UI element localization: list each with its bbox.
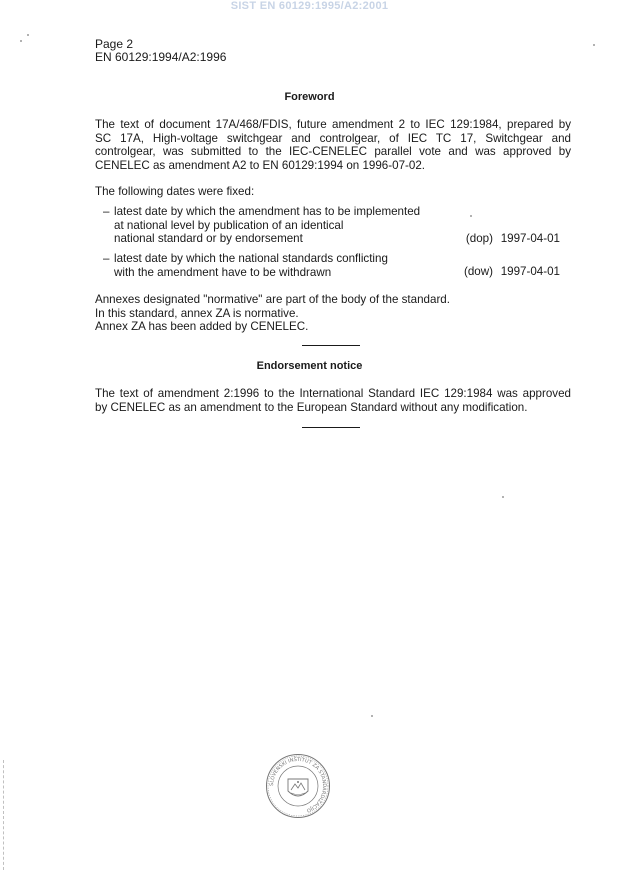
annex-paragraph (95, 293, 571, 334)
date-value: 1997-04-01 (500, 232, 560, 245)
text-line: with the amendment have to be withdrawn (114, 265, 332, 279)
date-code: (dop) (465, 232, 493, 245)
scan-speck (470, 215, 472, 217)
text-line: The text of amendment 2:1996 to the International Standard IEC 129:1984 was approved (95, 387, 571, 400)
foreword-heading: Foreword (284, 91, 335, 103)
list-dash: – (103, 252, 110, 265)
endorsement-paragraph (95, 387, 571, 414)
list-dash: – (103, 205, 110, 218)
date-code: (dow) (464, 265, 493, 278)
page-number: Page 2 (95, 37, 134, 51)
text-line: Annexes designated "normative" are part of the body of the standard. (95, 293, 450, 306)
scan-speck (371, 715, 373, 717)
watermark: SIST EN 60129:1995/A2:2001 (230, 0, 389, 12)
foreword-paragraph (95, 118, 571, 172)
page-header (95, 38, 226, 64)
text-line: SC 17A, High-voltage switchgear and controlgear, of IEC TC 17, Switchgear and (95, 131, 571, 145)
endorsement-heading: Endorsement notice (256, 360, 363, 372)
date-item-dow (103, 252, 563, 280)
dates-intro: The following dates were fixed: (95, 185, 255, 198)
text-line: controlgear, was submitted to the IEC-CENELEC parallel vote and was approved by (95, 145, 571, 159)
text-line: national standard or by endorsement (114, 232, 303, 246)
institute-seal-stamp (265, 753, 331, 819)
date-value: 1997-04-01 (500, 265, 560, 278)
scan-speck (27, 34, 29, 36)
section-divider (302, 427, 360, 428)
seal-ring-text: SLOVENSKI INŠTITUT ZA STANDARDIZACIJO (268, 756, 328, 814)
text-line: at national level by publication of an identical (114, 218, 344, 232)
text-line: In this standard, annex ZA is normative. (95, 306, 299, 320)
text-line: CENELEC as amendment A2 to EN 60129:1994 on 1996-07-02. (95, 158, 425, 172)
text-line: by CENELEC as an amendment to the European Standard without any modification. (95, 400, 528, 414)
date-item-text (114, 252, 454, 279)
text-line: Annex ZA has been added by CENELEC. (95, 320, 309, 334)
scan-speck (593, 44, 595, 46)
text-line: The text of document 17A/468/FDIS, future amendment 2 to IEC 129:1984, prepared by (95, 118, 571, 131)
text-line: latest date by which the national standards conflicting (114, 252, 388, 265)
section-divider (302, 345, 360, 346)
scan-speck (502, 496, 504, 498)
standard-number: EN 60129:1994/A2:1996 (95, 50, 227, 64)
scan-speck (20, 40, 22, 42)
text-line: latest date by which the amendment has to be implemented (114, 205, 421, 218)
date-item-text (114, 205, 454, 246)
scan-edge-marks (3, 760, 6, 870)
date-item-dop (103, 205, 563, 247)
